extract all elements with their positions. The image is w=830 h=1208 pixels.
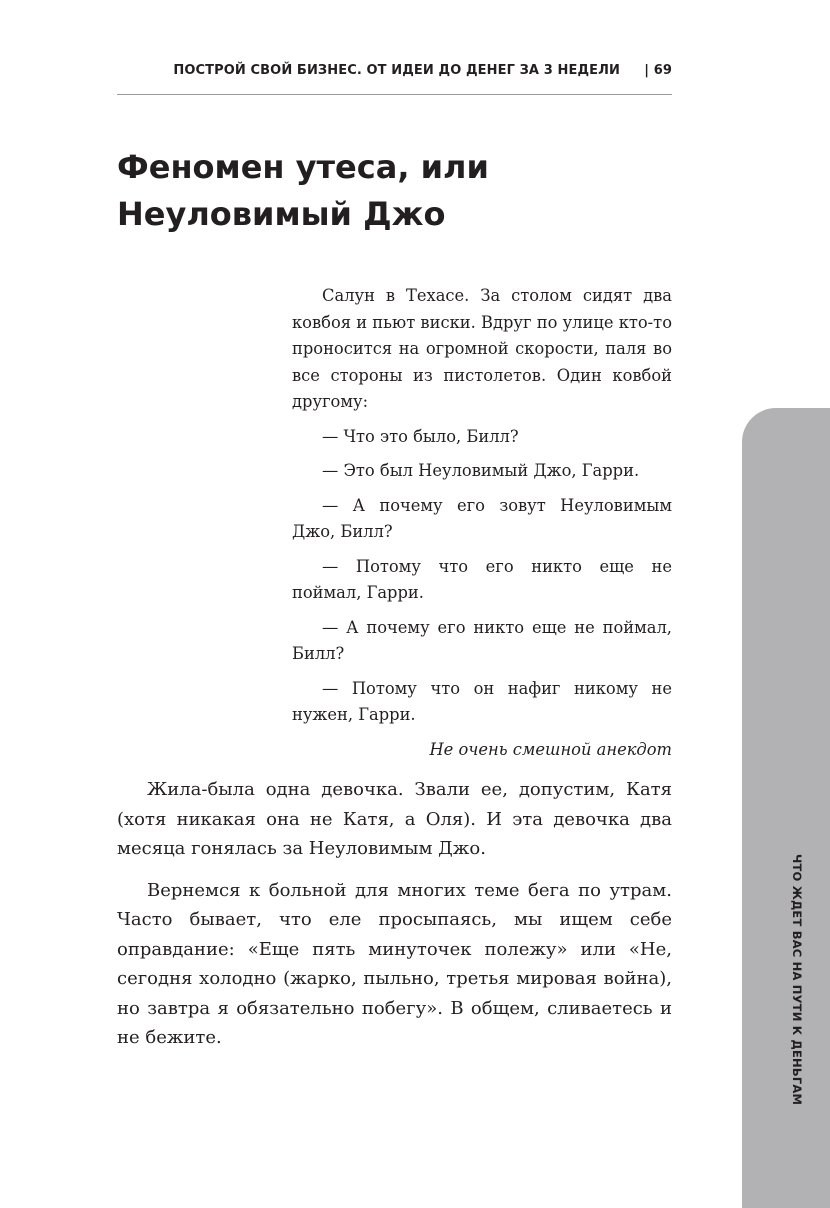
epigraph-paragraph: — А почему его зовут Неуловимым Джо, Билл? bbox=[292, 495, 672, 541]
running-title: ПОСТРОЙ СВОЙ БИЗНЕС. ОТ ИДЕИ ДО ДЕНЕГ ЗА 3 НЕДЕЛИ bbox=[173, 63, 620, 78]
page-number: | 69 bbox=[644, 63, 672, 78]
body-paragraph: Вернемся к больной для многих теме бега по утрам. Часто бывает, что еле просыпаясь, мы ищем себе оправдание: «Еще пять минуточек полежу» или «Не, сегодня холодно (жарко, пыльно, третья мировая война), но завтра я обязательно побегу». В общем, сливаетесь и не бежите. bbox=[117, 879, 672, 1048]
epigraph-paragraph: — Потому что он нафиг никому не нужен, Гарри. bbox=[292, 678, 672, 724]
epigraph bbox=[292, 283, 672, 771]
body-text bbox=[117, 775, 672, 1065]
chapter-title: Феномен утеса, или Неуловимый Джо bbox=[117, 148, 489, 233]
epigraph-source: Не очень смешной анекдот bbox=[429, 739, 672, 759]
epigraph-paragraph: — Это был Неуловимый Джо, Гарри. bbox=[322, 461, 640, 480]
epigraph-paragraph: Салун в Техасе. За столом сидят два ковбоя и пьют виски. Вдруг по улице кто-то проносится на огромной скорости, паля во все стороны из пистолетов. Один ковбой другому: bbox=[292, 286, 672, 411]
running-head bbox=[117, 58, 672, 84]
body-paragraph: Жила-была одна девочка. Звали ее, допустим, Катя (хотя никакая она не Катя, а Оля). И эта девочка два месяца гонялась за Неуловимым Джо. bbox=[117, 779, 672, 859]
epigraph-paragraph: — Потому что его никто еще не поймал, Гарри. bbox=[292, 556, 672, 602]
header-rule bbox=[117, 94, 672, 95]
epigraph-paragraph: — А почему его никто еще не поймал, Билл? bbox=[292, 617, 672, 663]
section-side-tab-label: ЧТО ЖДЕТ ВАС НА ПУТИ К ДЕНЬГАМ bbox=[790, 854, 804, 1106]
epigraph-paragraph: — Что это было, Билл? bbox=[322, 426, 519, 446]
